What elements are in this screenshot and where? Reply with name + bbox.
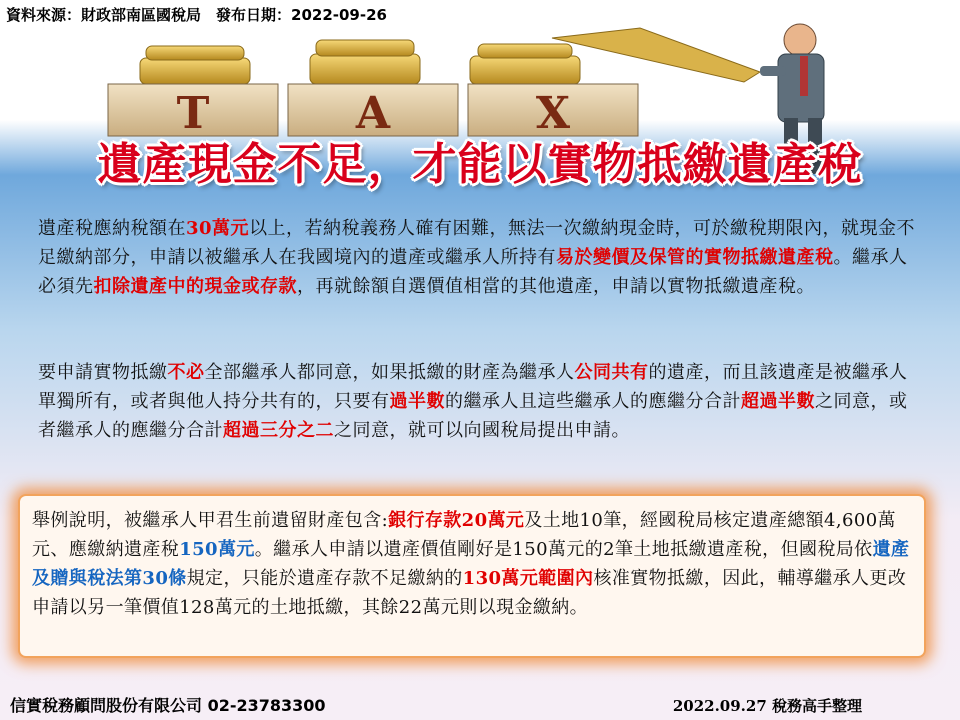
body-text: 要申請實物抵繳: [38, 362, 168, 383]
highlight-text: 遺產及贈與稅法第30條: [32, 539, 910, 589]
source-line: 資料來源：財政部南區國稅局 發布日期：2022-09-26: [6, 6, 387, 24]
example-text: [32, 506, 912, 622]
body-text: 之同意，或者繼承人的應繼分合計: [38, 391, 908, 441]
body-text: 遺產稅應納稅額在: [38, 218, 186, 239]
body-text: 規定，只能於遺產存款不足繳納的: [186, 568, 463, 589]
body-text: 。繼承人必須先: [38, 247, 908, 297]
highlight-text: 130萬元範圍內: [462, 568, 594, 589]
highlight-text: 超過三分之二: [223, 420, 334, 441]
highlight-text: 過半數: [389, 391, 445, 412]
highlight-text: 不必: [167, 362, 205, 383]
highlight-text: 150萬元: [179, 539, 255, 560]
body-text: 全部繼承人都同意，如果抵繳的財產為繼承人: [204, 362, 575, 383]
body-text: 。繼承人申請以遺產價值剛好是150萬元的2筆土地抵繳遺產稅，但國稅局依: [254, 539, 873, 560]
compiled-note: 2022.09.27 稅務高手整理: [672, 697, 862, 715]
example-box: [20, 496, 924, 656]
highlight-text: 超過半數: [741, 391, 815, 412]
body-text: 的繼承人且這些繼承人的應繼分合計: [445, 391, 741, 412]
highlight-text: 扣除遺產中的現金或存款: [93, 276, 297, 297]
paragraph-requirements: [38, 214, 922, 301]
company-contact: 信實稅務顧問股份有限公司 02-23783300: [10, 696, 326, 715]
highlight-text: 銀行存款20萬元: [388, 510, 525, 531]
tax-letter-a: A: [355, 88, 391, 139]
body-text: 的遺產，而且該遺產是被繼承人單獨所有，或者與他人持分共有的，只要有: [38, 362, 908, 412]
tax-letter-t: T: [176, 88, 210, 139]
page-title: 遺產現金不足，才能以實物抵繳遺產稅: [97, 139, 863, 190]
body-text: 舉例說明，被繼承人甲君生前遺留財產包含:: [32, 510, 389, 531]
body-text: 及土地10筆，經國稅局核定遺產總額4,600萬元、應繳納遺產稅: [32, 510, 896, 560]
highlight-text: 易於變價及保管的實物抵繳遺產稅: [556, 247, 834, 268]
coin-stacks: [140, 40, 580, 84]
paragraph-consent: [38, 358, 922, 445]
body-text: 以上，若納稅義務人確有困難，無法一次繳納現金時，可於繳稅期限內，就現金不足繳納部分，申請以被繼承人在我國境內的遺產或繼承人所持有: [38, 218, 916, 268]
body-text: 核准實物抵繳，因此，輔導繼承人更改申請以另一筆價值128萬元的土地抵繳，其餘22萬元則以現金繳納。: [32, 568, 907, 618]
highlight-text: 公同共有: [574, 362, 649, 383]
body-text: ，再就餘額自選價值相當的其他遺產，申請以實物抵繳遺產稅。: [297, 276, 815, 297]
tax-letter-x: X: [535, 88, 571, 139]
body-text: 之同意，就可以向國稅局提出申請。: [334, 420, 630, 441]
highlight-text: 30萬元: [186, 218, 250, 239]
